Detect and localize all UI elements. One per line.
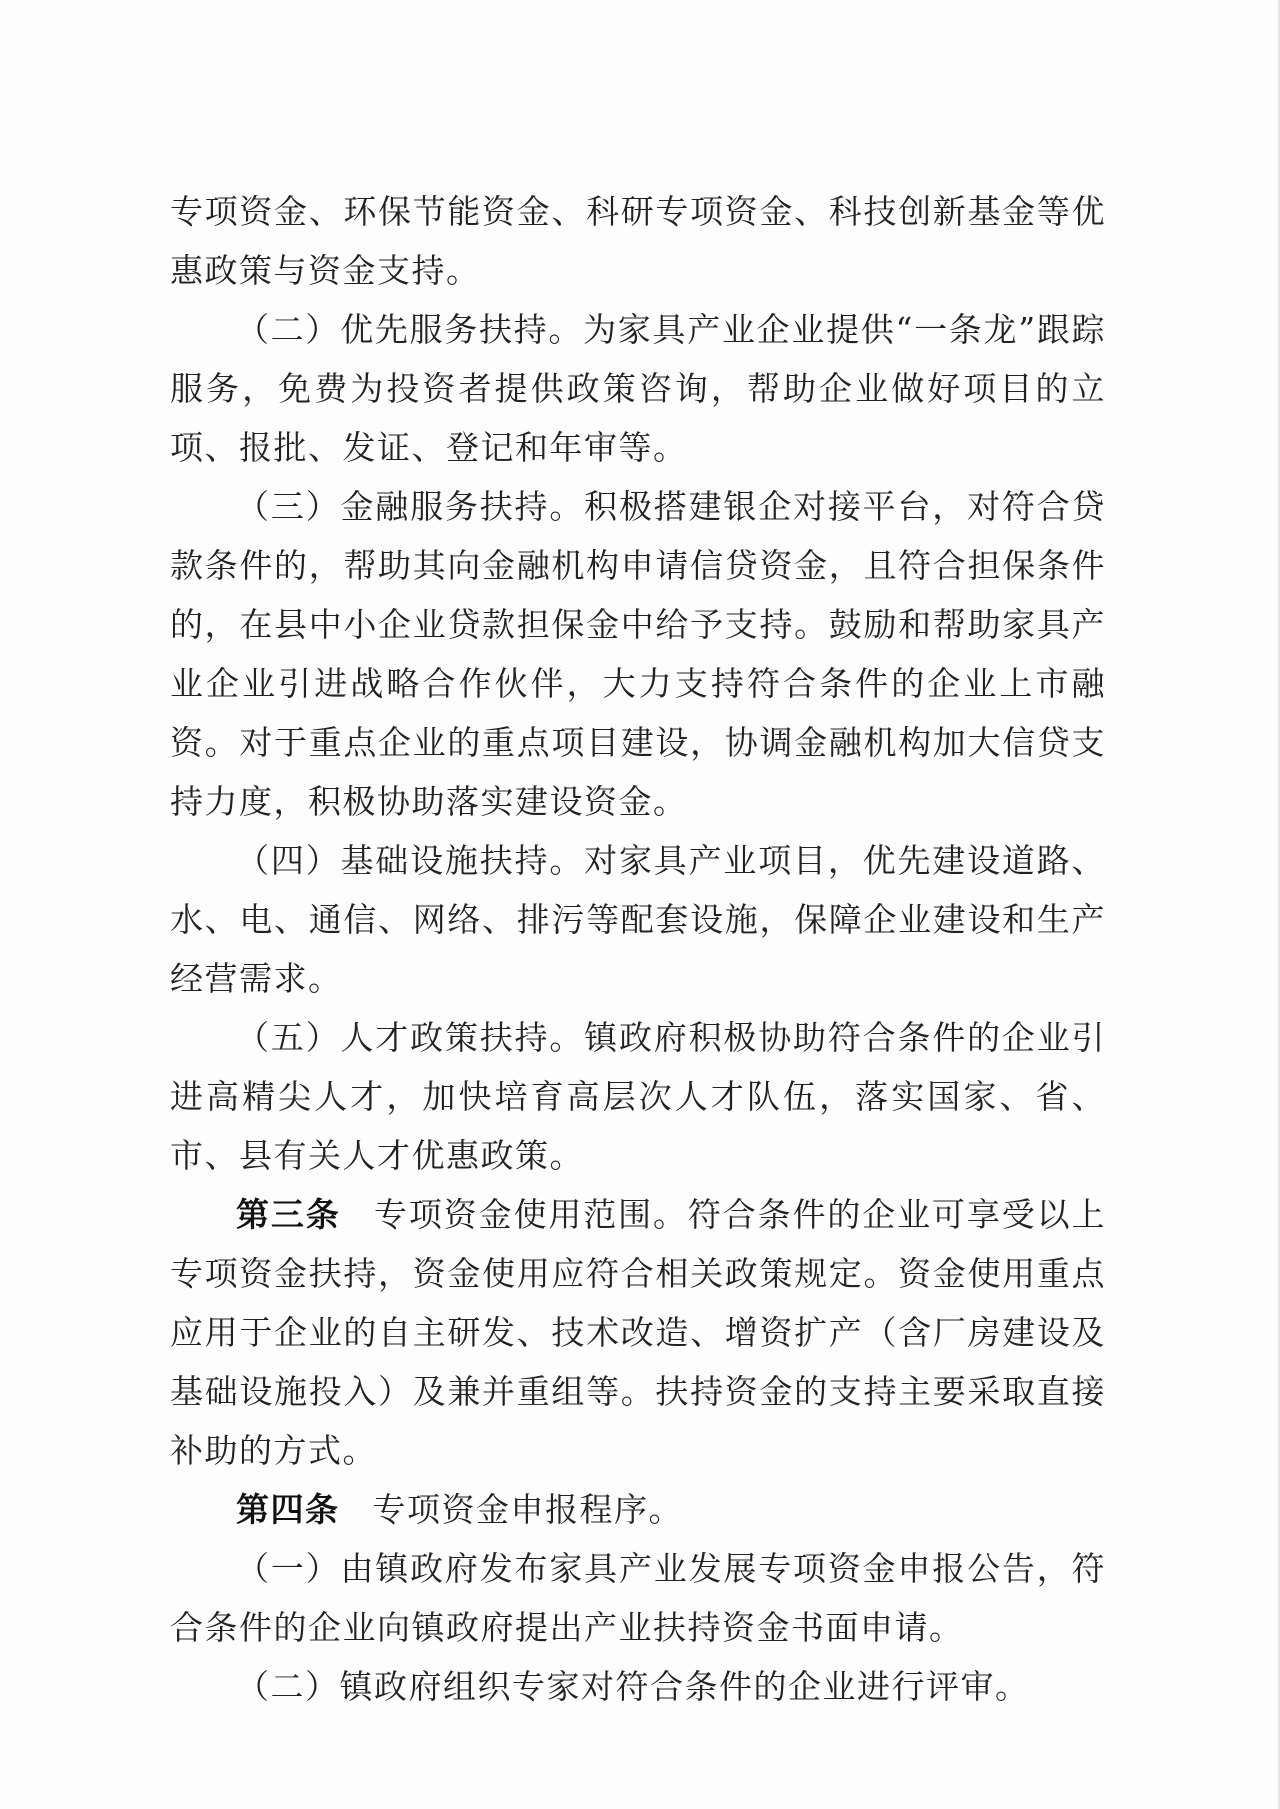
paragraph-talent-policy: （五）人才政策扶持。镇政府积极协助符合条件的企业引进高精尖人才，加快培育高层次人才队伍，落实国家、省、市、县有关人才优惠政策。	[170, 1018, 1106, 1175]
paragraph-article-4-item-2: （二）镇政府组织专家对符合条件的企业进行评审。	[236, 1667, 1030, 1706]
paragraph-continuation: 专项资金、环保节能资金、科研专项资金、科技创新基金等优惠政策与资金支持。	[170, 192, 1106, 290]
paragraph-infrastructure: （四）基础设施扶持。对家具产业项目，优先建设道路、水、电、通信、网络、排污等配套设施，保障企业建设和生产经营需求。	[170, 841, 1106, 998]
article-3-heading: 第三条	[236, 1195, 341, 1234]
paragraph-article-4-item-1: （一）由镇政府发布家具产业发展专项资金申报公告，符合条件的企业向镇政府提出产业扶持资金书面申请。	[170, 1549, 1106, 1647]
article-4-heading: 第四条	[236, 1490, 340, 1529]
paragraph-financial-service: （三）金融服务扶持。积极搭建银企对接平台，对符合贷款条件的，帮助其向金融机构申请信贷资金，且符合担保条件的，在县中小企业贷款担保金中给予支持。鼓励和帮助家具产业企业引进战略合作伙伴，大力支持符合条件的企业上市融资。对于重点企业的重点项目建设，协调金融机构加大信贷支持力度，积极协助落实建设资金。	[170, 487, 1106, 821]
paragraph-priority-service: （二）优先服务扶持。为家具产业企业提供“一条龙”跟踪服务，免费为投资者提供政策咨询，帮助企业做好项目的立项、报批、发证、登记和年审等。	[170, 310, 1106, 467]
paragraph-article-4	[170, 1480, 1106, 1539]
paragraph-article-3	[170, 1185, 1106, 1480]
article-3-text: 专项资金使用范围。符合条件的企业可享受以上专项资金扶持，资金使用应符合相关政策规定。资金使用重点应用于企业的自主研发、技术改造、增资扩产（含厂房建设及基础设施投入）及兼并重组等。扶持资金的支持主要采取直接补助的方式。	[170, 1195, 1106, 1470]
article-4-text: 专项资金申报程序。	[372, 1490, 683, 1529]
document-body	[170, 182, 1106, 1716]
